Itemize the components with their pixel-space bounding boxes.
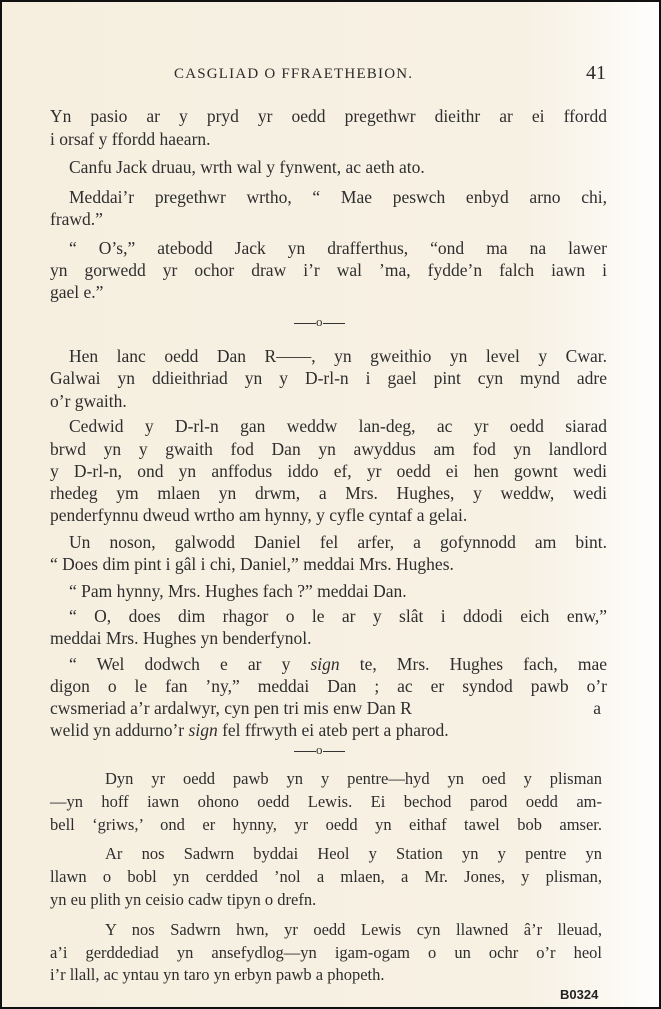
text-line [50, 698, 607, 720]
text-line: Un noson, galwodd Daniel fel arfer, a gofynnodd am bint. [69, 532, 607, 552]
text-line: bell ‘griws,’ ond er hynny, yr oedd yn eithaf tawel bob amser. [50, 815, 602, 834]
text-line: llawn o bobl yn cerdded ’nol a mlaen, a Mr. Jones, y plisman, [50, 867, 602, 886]
italic-word: sign [188, 720, 218, 740]
text-line: i’r llall, ac yntau yn taro yn erbyn pawb a phopeth. [50, 965, 385, 984]
text-line [50, 720, 607, 742]
text-line: “ Pam hynny, Mrs. Hughes fach ?” meddai Dan. [69, 581, 407, 601]
page-number: 41 [586, 62, 606, 84]
text-line: yn gorwedd yr ochor draw i’r wal ’ma, fydde’n falch iawn i [50, 260, 607, 280]
archive-code: B0324 [560, 987, 599, 1002]
text-line: —yn hoff iawn ohono oedd Lewis. Ei bechod parod oedd am- [50, 792, 602, 811]
text-span: cwsmeriad a’r ardalwyr, cyn pen tri mis enw Dan R [50, 698, 412, 718]
section-divider: o [294, 742, 345, 758]
text-line: digon o le fan ’ny,” meddai Dan ; ac er syndod pawb o’r [50, 676, 607, 696]
text-line: frawd.” [50, 209, 103, 229]
text-span: welid yn addurno’r [50, 720, 189, 740]
text-line [69, 654, 607, 676]
text-line: Galwai yn ddieithriad yn y D-rl-n i gael pint cyn mynd adre [50, 368, 607, 388]
text-line: i orsaf y ffordd haearn. [50, 129, 211, 149]
text-line: Meddai’r pregethwr wrtho, “ Mae peswch enbyd arno chi, [69, 187, 607, 207]
text-line: “ O’s,” atebodd Jack yn drafferthus, “ond ma na lawer [69, 238, 607, 258]
text-line: Y nos Sadwrn hwn, yr oedd Lewis cyn llawned â’r lleuad, [105, 920, 602, 939]
text-line: yn eu plith yn ceisio cadw tipyn o drefn. [50, 890, 317, 909]
text-span: fel ffrwyth ei ateb pert a pharod. [217, 720, 449, 740]
text-span: te, Mrs. Hughes fach, mae [339, 654, 607, 674]
text-line: Hen lanc oedd Dan R——, yn gweithio yn level y Cwar. [69, 346, 607, 366]
text-line: y D-rl-n, ond yn anffodus iddo ef, yr oedd ei hen gownt wedi [50, 461, 607, 481]
text-line: gael e.” [50, 282, 104, 302]
text-line: Canfu Jack druau, wrth wal y fynwent, ac aeth ato. [69, 157, 425, 177]
text-line: Cedwid y D-rl-n gan weddw lan-deg, ac yr oedd siarad [69, 416, 607, 436]
text-line: o’r gwaith. [50, 391, 127, 411]
italic-word: sign [310, 654, 340, 674]
text-span: a [593, 698, 601, 718]
text-line: a’i gerddediad yn ansefydlog—yn igam-ogam o un ochr o’r heol [50, 943, 602, 962]
text-line: Ar nos Sadwrn byddai Heol y Station yn y pentre yn [105, 844, 602, 863]
text-line: meddai Mrs. Hughes yn benderfynol. [50, 628, 312, 648]
text-line: rhedeg ym mlaen yn drwm, a Mrs. Hughes, y weddw, wedi [50, 483, 607, 503]
text-line: Yn pasio ar y pryd yr oedd pregethwr dieithr ar ei ffordd [50, 106, 607, 126]
text-line: “ O, does dim rhagor o le ar y slât i ddodi eich enw,” [69, 606, 607, 626]
text-line: Dyn yr oedd pawb yn y pentre—hyd yn oed y plisman [105, 769, 602, 788]
text-span: “ Wel dodwch e ar y [69, 654, 311, 674]
running-title: CASGLIAD O FFRAETHEBION. [174, 66, 414, 82]
section-divider: o [294, 314, 345, 330]
text-line: “ Does dim pint i gâl i chi, Daniel,” meddai Mrs. Hughes. [50, 554, 454, 574]
text-line: brwd yn y gwaith fod Dan yn awyddus am fod yn landlord [50, 439, 607, 459]
text-line: penderfynnu dweud wrtho am hynny, y cyfle cyntaf a gelai. [50, 505, 468, 525]
